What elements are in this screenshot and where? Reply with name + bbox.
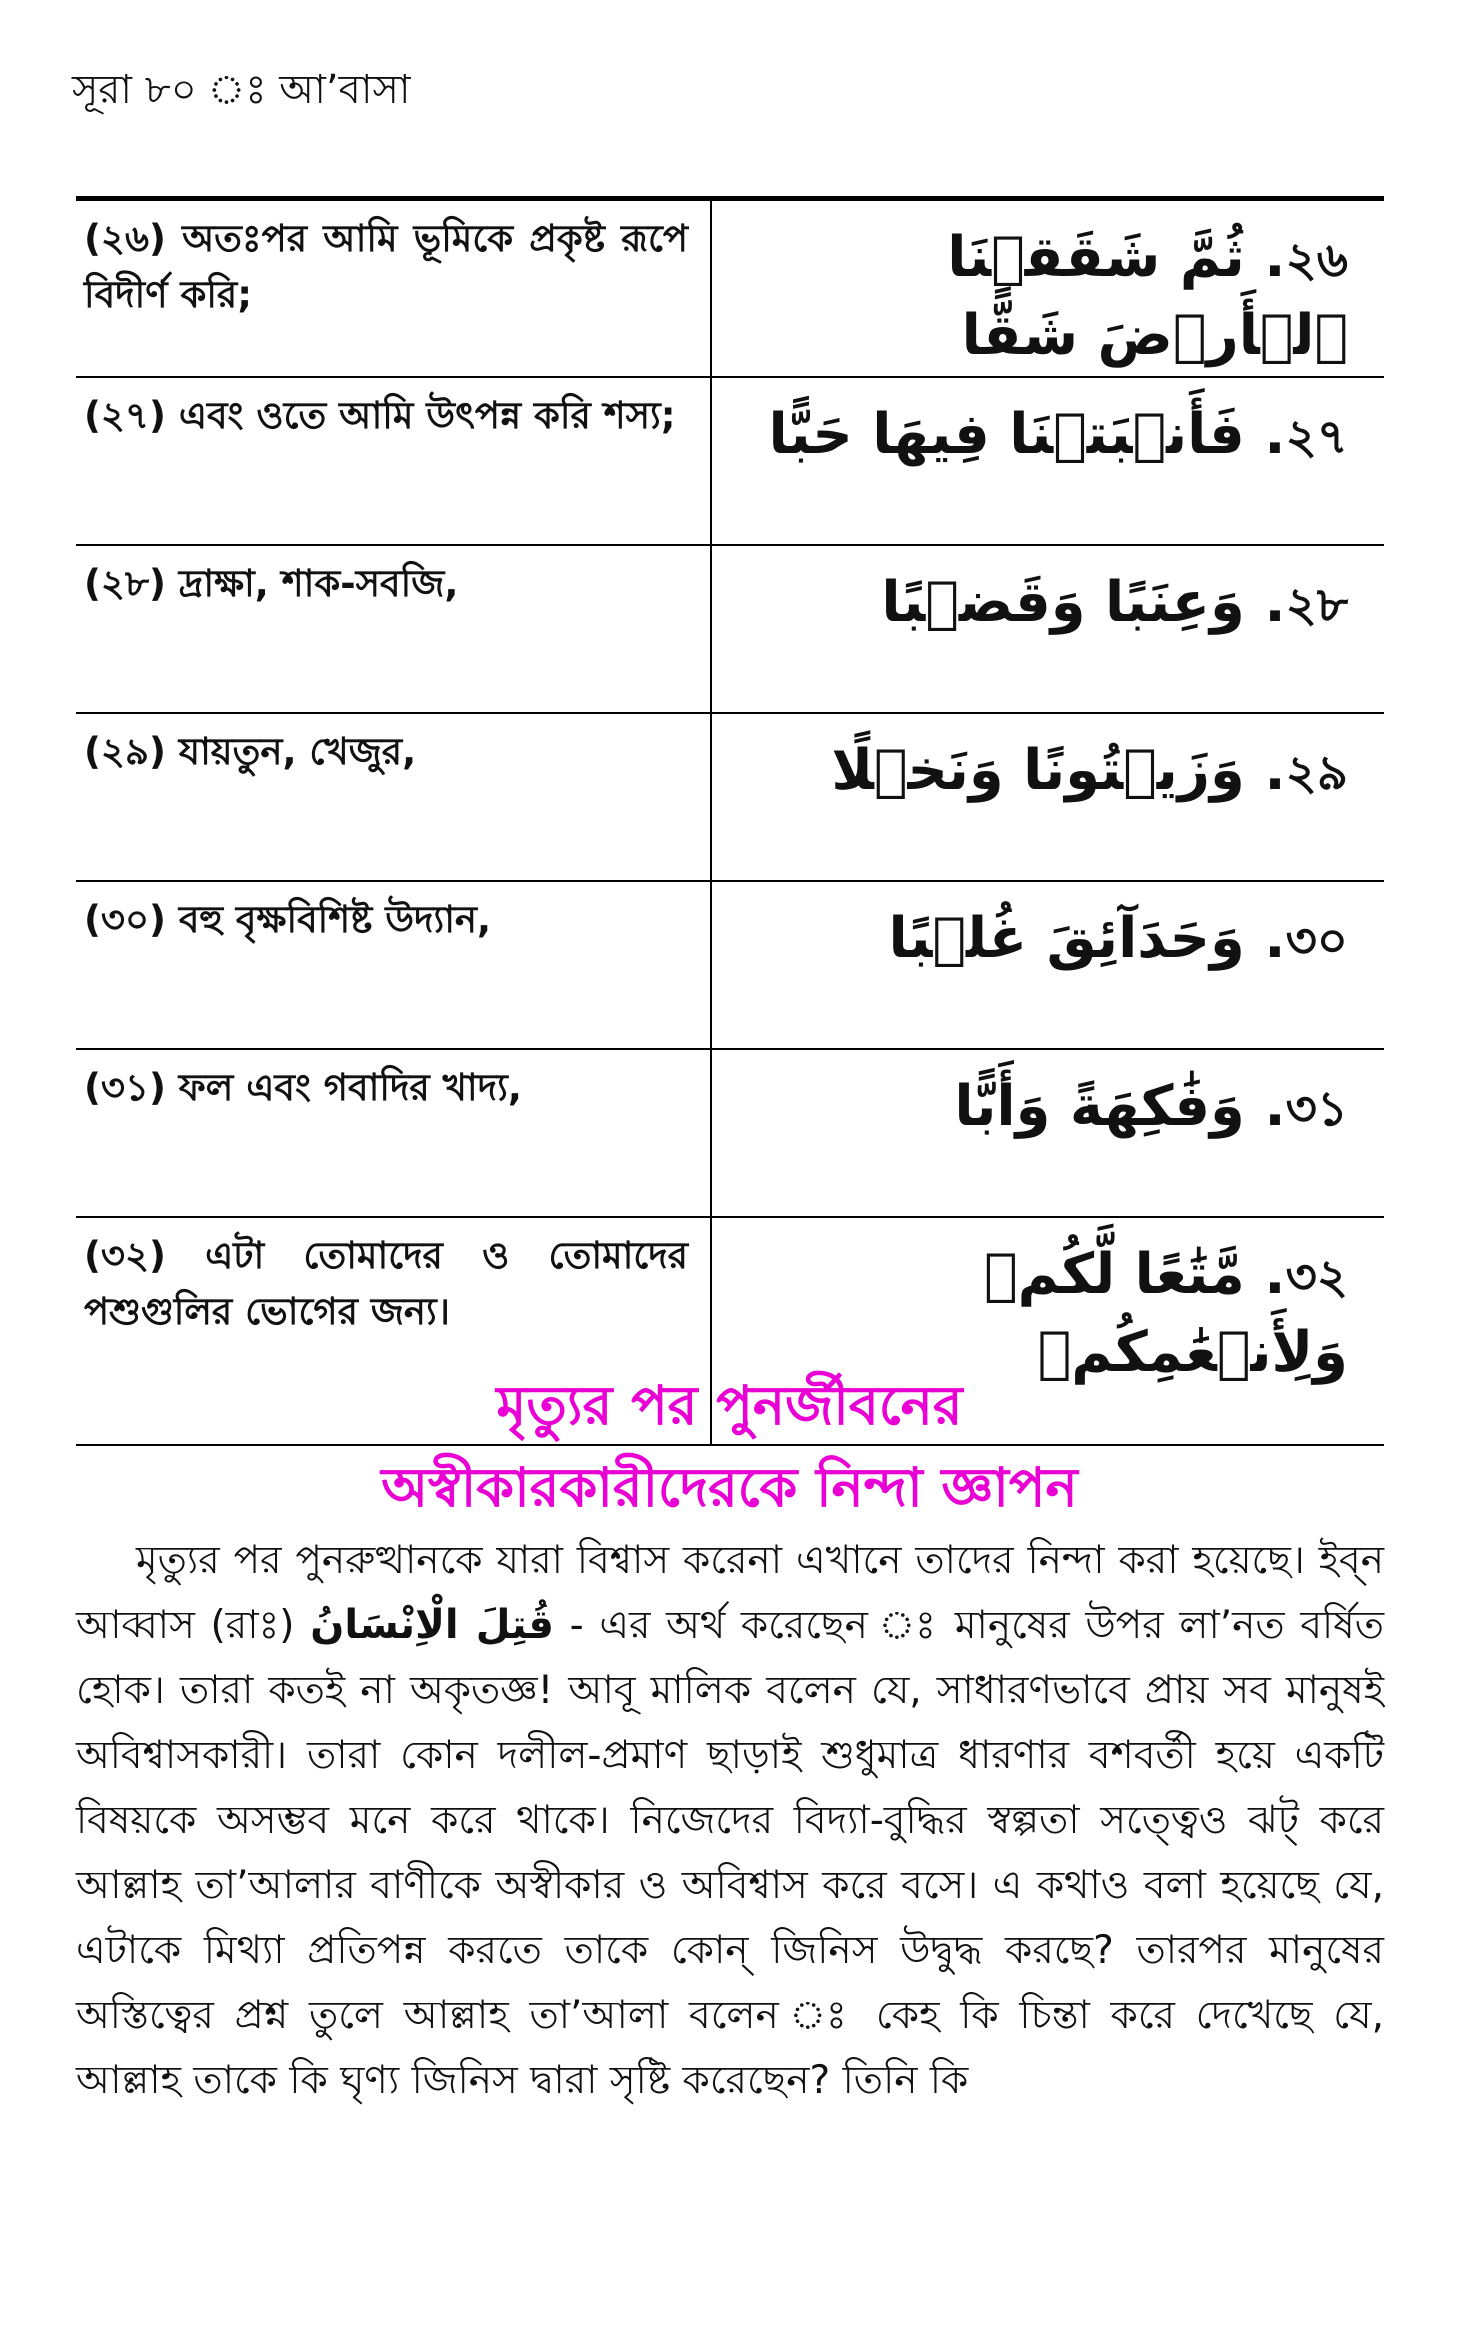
arabic-text: ثُمَّ شَقَقۡنَا ٱلۡأَرۡضَ شَقًّا [947, 225, 1348, 369]
verse-number: ৩১ [1285, 1080, 1348, 1137]
verse-number: ২৯ [1285, 744, 1348, 801]
verse-number: ২৮ [1285, 576, 1348, 633]
arabic-text: وَحَدَآئِقَ غُلۡبًا [888, 905, 1245, 971]
verse-arabic: ২৭. فَأَنۢبَتۡنَا فِيهَا حَبًّا [711, 377, 1384, 545]
page-header: সূরা ৮০ ঃ আ’বাসা [72, 67, 411, 113]
arabic-text: مَّتَٰعًا لَّكُمۡ وَلِأَنۡعَٰمِكُمۡ [984, 1241, 1348, 1386]
arabic-text: وَعِنَبًا وَقَضۡبًا [881, 569, 1245, 635]
verse-row [76, 199, 1384, 377]
verse-arabic: ২৯. وَزَيۡتُونًا وَنَخۡلًا [711, 713, 1384, 881]
verse-translation: (৩০) বহু বৃক্ষবিশিষ্ট উদ্যান, [76, 881, 711, 1049]
section-heading-line-1: মৃত্যুর পর পুনর্জীবনের [496, 1374, 963, 1437]
verse-arabic: ৩১. وَفَٰكِهَةً وَأَبًّا [711, 1049, 1384, 1217]
arabic-text: وَزَيۡتُونًا وَنَخۡلًا [831, 737, 1245, 803]
verse-row [76, 881, 1384, 1049]
verse-translation: (২৯) যায়তুন, খেজুর, [76, 713, 711, 881]
arabic-text: فَأَنۢبَتۡنَا فِيهَا حَبًّا [768, 401, 1245, 467]
verse-translation: (৩১) ফল এবং গবাদির খাদ্য, [76, 1049, 711, 1217]
arabic-term: قُتِلَ الْاِنْسَانُ [310, 1602, 554, 1648]
body-paragraph [76, 1528, 1384, 2113]
verse-row [76, 713, 1384, 881]
section-heading-line-2: অস্বীকারকারীদেরকে নিন্দা জ্ঞাপন [381, 1456, 1078, 1519]
verse-row [76, 377, 1384, 545]
verse-arabic: ৩২. مَّتَٰعًا لَّكُمۡ وَلِأَنۡعَٰمِكُمۡ [984, 1241, 1348, 1386]
section-heading [0, 1365, 1459, 1529]
verse-number: ২৭ [1285, 408, 1348, 465]
verse-table [76, 196, 1384, 1446]
verse-number: ২৬ [1285, 232, 1348, 288]
body-text-part-2: - এর অর্থ করেছেন ঃ মানুষের উপর লা’নত বর্ষিত হোক। তারা কতই না অকৃতজ্ঞ! আবূ মালিক বলেন যে, সাধারণভাবে প্রায় সব মানুষই অবিশ্বাসকারী। তারা কোন দলীল-প্রমাণ ছাড়াই শুধুমাত্র ধারণার বশবর্তী হয়ে একটি বিষয়কে অসম্ভব মনে করে থাকে। নিজেদের বিদ্যা-বুদ্ধির স্বল্পতা সত্ত্বেও ঝট্‌ করে আল্লাহ তা’আলার বাণীকে অস্বীকার ও অবিশ্বাস করে বসে। এ কথাও বলা হয়েছে যে, এটাকে মিথ্যা প্রতিপন্ন করতে তাকে কোন্‌ জিনিস উদ্বুদ্ধ করছে? তারপর মানুষের অস্তিত্বের প্রশ্ন তুলে আল্লাহ তা’আলা বলেন ঃ কেহ কি চিন্তা করে দেখেছে যে, আল্লাহ তাকে কি ঘৃণ্য জিনিস দ্বারা সৃষ্টি করেছেন? তিনি কি [76, 1603, 1384, 2103]
verse-arabic: ৩০. وَحَدَآئِقَ غُلۡبًا [711, 881, 1384, 1049]
arabic-text: وَفَٰكِهَةً وَأَبًّا [954, 1073, 1245, 1139]
verse-row [76, 545, 1384, 713]
verse-translation: (৩২) এটা তোমাদের ও তোমাদের পশুগুলির ভোগের জন্য। [76, 1217, 711, 1445]
verse-translation: (২৮) দ্রাক্ষা, শাক-সবজি, [76, 545, 711, 713]
verse-number: ৩২ [1285, 1248, 1348, 1305]
verse-row [76, 1049, 1384, 1217]
verse-arabic: ২৮. وَعِنَبًا وَقَضۡبًا [711, 545, 1384, 713]
body-text-part-1: মৃত্যুর পর পুনরুত্থানকে যারা বিশ্বাস করেনা এখানে তাদের নিন্দা করা হয়েছে। ইব্‌ন আব্বাস (রাঃ) [76, 1538, 1384, 1648]
verse-arabic: ২৬. ثُمَّ شَقَقۡنَا ٱلۡأَرۡضَ شَقًّا [711, 199, 1384, 377]
verse-translation: (২৬) অতঃপর আমি ভূমিকে প্রকৃষ্ট রূপে বিদীর্ণ করি; [76, 199, 711, 377]
verse-number: ৩০ [1285, 912, 1348, 969]
verse-translation: (২৭) এবং ওতে আমি উৎপন্ন করি শস্য; [76, 377, 711, 545]
